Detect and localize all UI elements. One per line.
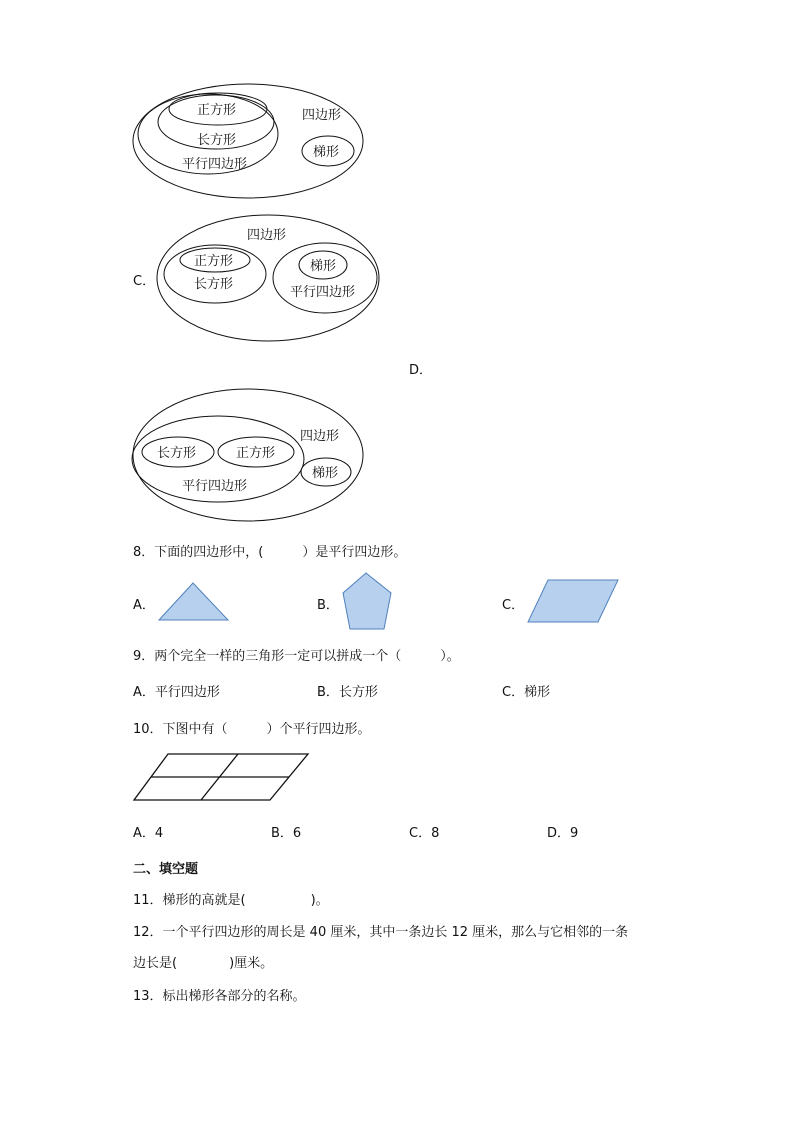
ellipse-parallelogram	[273, 243, 377, 313]
question-13: 13．标出梯形各部分的名称。	[133, 989, 306, 1004]
q8-option-a-label: A．	[133, 598, 155, 613]
parallelogram-polygon	[528, 580, 618, 622]
label-square: 正方形	[194, 254, 234, 269]
question-8: 8．下面的四边形中，( ）是平行四边形。	[133, 545, 407, 560]
section-heading-fill-in: 二、填空题	[133, 862, 199, 877]
q9-option-c: C．梯形	[502, 685, 551, 700]
option-d-label: D．	[409, 363, 433, 378]
triangle-shape	[158, 581, 230, 623]
pentagon-polygon	[343, 573, 391, 629]
question-9: 9．两个完全一样的三角形一定可以拼成一个（ ）。	[133, 649, 460, 664]
triangle-polygon	[159, 583, 228, 620]
q10-option-c: C．8	[409, 826, 440, 841]
label-rectangle: 长方形	[194, 277, 234, 292]
q10-option-b: B．6	[271, 826, 302, 841]
label-square: 正方形	[197, 103, 237, 118]
q10-option-a: A．4	[133, 826, 164, 841]
venn-diagram-option-b	[130, 82, 370, 204]
label-quadrilateral: 四边形	[247, 228, 287, 243]
label-parallelogram: 平行四边形	[182, 157, 248, 172]
label-parallelogram: 平行四边形	[290, 285, 356, 300]
option-c-label: C．	[133, 274, 156, 289]
pentagon-shape	[340, 571, 394, 633]
label-trapezoid: 梯形	[312, 466, 339, 481]
q9-option-a: A．平行四边形	[133, 685, 220, 700]
q10-option-d: D．9	[547, 826, 579, 841]
label-rectangle: 长方形	[157, 446, 197, 461]
label-parallelogram: 平行四边形	[182, 479, 248, 494]
label-trapezoid: 梯形	[310, 259, 337, 274]
label-square: 正方形	[236, 446, 276, 461]
question-10: 10．下图中有（ ）个平行四边形。	[133, 722, 371, 737]
label-rectangle: 长方形	[197, 133, 237, 148]
parallelogram-grid-figure	[132, 752, 312, 804]
q9-option-b: B．长方形	[317, 685, 378, 700]
venn-diagram-option-c	[155, 212, 385, 344]
label-trapezoid: 梯形	[313, 145, 340, 160]
question-11: 11．梯形的高就是( )。	[133, 893, 329, 908]
q8-option-b-label: B．	[317, 598, 339, 613]
q8-option-c-label: C．	[502, 598, 525, 613]
label-quadrilateral: 四边形	[300, 429, 340, 444]
parallelogram-shape	[526, 578, 620, 624]
venn-diagram-option-d	[130, 387, 370, 525]
question-12-line-1: 12．一个平行四边形的周长是 40 厘米，其中一条边长 12 厘米，那么与它相邻的一条	[133, 925, 629, 940]
question-12-line-2: 边长是( )厘米。	[133, 956, 274, 971]
label-quadrilateral: 四边形	[302, 108, 342, 123]
